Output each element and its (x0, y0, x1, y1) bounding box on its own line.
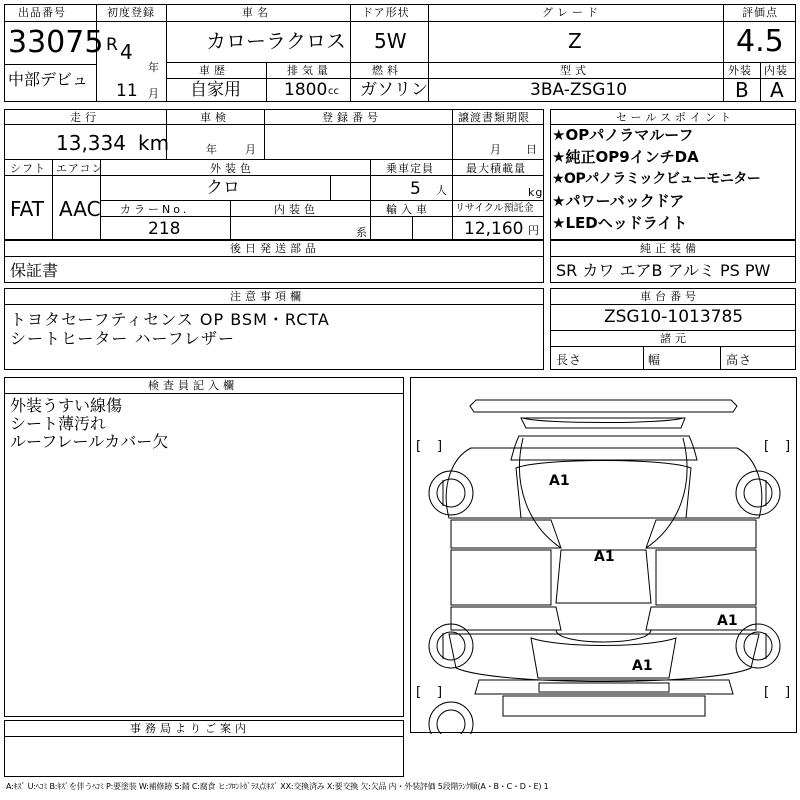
sales-points-title: セールスポイント (616, 111, 736, 124)
damage-mark: A1 (594, 549, 615, 565)
grade-label: グレード (542, 6, 602, 19)
car-name-label: 車名 (242, 6, 272, 19)
exterior-color-label: 外装色 (210, 162, 255, 175)
damage-mark: A1 (549, 473, 570, 489)
bracket-mark: [ (764, 439, 770, 454)
recycle-deposit: 12,160 (464, 219, 524, 239)
max-load-unit: kg (528, 186, 544, 199)
max-load-label: 最大積載量 (466, 162, 526, 175)
first-registration-label: 初度登録 (107, 6, 155, 19)
sales-point-item: ★LEDヘッドライト (552, 214, 688, 232)
exterior-grade-label: 外装 (728, 64, 752, 77)
displacement: 1800 (284, 80, 328, 100)
yen-unit: 円 (528, 224, 540, 237)
bracket-mark: [ (416, 439, 422, 454)
bracket-mark: ] (437, 439, 443, 454)
interior-color-label: 内装色 (274, 203, 319, 216)
sales-point-item: ★OPパノラマルーフ (552, 126, 694, 144)
notes-line: シートヒーター ハーフレザー (10, 329, 236, 348)
grade: Z (568, 29, 582, 53)
inspection-year-unit: 年 (206, 143, 218, 156)
car-damage-diagram (410, 377, 797, 733)
damage-legend: A:ｷｽﾞ U:ﾍｺﾐ B:ｷｽﾞを伴うﾍｺﾐ P:要塗装 W:補修跡 S:錆 C:腐食 ヒ:ﾌﾛﾝﾄｶﾞﾗｽ点ｷｽﾞ XX:交換済み X:要交換 欠:欠品 内・外装評価 5段階ﾗﾝｸ順(A・B・C・D・E) 1 (6, 782, 549, 791)
notes-title: 注意事項欄 (230, 290, 305, 303)
model-code: 3BA-ZSG10 (530, 80, 628, 100)
model-label: 型式 (560, 64, 590, 77)
later-parts-title: 後日発送部品 (230, 242, 320, 255)
auction-venue: 中部デビュ (8, 70, 89, 89)
ac-label: エアコン (56, 162, 104, 175)
fuel-label: 燃料 (372, 64, 402, 77)
transfer-deadline-label: 譲渡書類期限 (458, 111, 530, 124)
inspection-label: 車検 (200, 111, 230, 124)
interior-grade-label: 内装 (764, 64, 788, 77)
air-conditioner: AAC (59, 197, 101, 221)
bracket-mark: [ (416, 685, 422, 700)
color-number-label: カラーNo. (120, 203, 190, 216)
shift: FAT (10, 197, 45, 221)
length-label: 長さ (556, 353, 583, 367)
inspection-month-unit: 月 (245, 143, 257, 156)
inspector-title: 検査員記入欄 (148, 379, 238, 392)
height-label: 高さ (726, 353, 753, 367)
lot-number-label: 出品番号 (18, 6, 66, 19)
history-label: 車歴 (199, 64, 229, 77)
door-type-label: ドア形状 (362, 6, 410, 19)
inspector-line: 外装うすい線傷 (10, 396, 123, 415)
bracket-mark: ] (785, 685, 791, 700)
interior-color-unit: 系 (356, 226, 368, 239)
capacity-unit: 人 (436, 184, 448, 197)
recycle-label: リサイクル預託金 (455, 203, 534, 214)
damage-mark: A1 (717, 613, 738, 629)
inspector-line: ルーフレールカバー欠 (10, 432, 169, 451)
sales-points-list (552, 128, 794, 238)
sales-point-item: ★パワーバックドア (552, 192, 685, 210)
transfer-month-unit: 月 (490, 143, 502, 156)
inspector-line: シート薄汚れ (10, 414, 107, 433)
bracket-mark: [ (764, 685, 770, 700)
interior-grade: A (770, 78, 784, 102)
capacity-label: 乗車定員 (386, 162, 434, 175)
shift-label: シフト (10, 162, 46, 175)
dimensions-title: 諸元 (660, 332, 690, 345)
displacement-label: 排気量 (287, 64, 332, 77)
km-unit: km (138, 131, 170, 155)
history: 自家用 (190, 80, 241, 100)
width-label: 幅 (648, 353, 662, 367)
registration-year-unit: 年 (148, 61, 160, 74)
fuel: ガソリン (360, 80, 428, 100)
import-label: 輸入車 (386, 203, 431, 216)
equipment-value: SR カワ エアB アルミ PS PW (556, 261, 771, 280)
door-type: 5W (374, 29, 407, 53)
damage-mark: A1 (632, 658, 653, 674)
car-name: カローラクロス (206, 29, 346, 53)
transfer-day-unit: 日 (526, 143, 538, 156)
mileage: 13,334 (56, 131, 126, 155)
cc-unit: cc (328, 86, 339, 97)
mileage-label: 走行 (70, 111, 100, 124)
bracket-mark: ] (785, 439, 791, 454)
registration-month-unit: 月 (148, 87, 160, 100)
equipment-title: 純正装備 (640, 242, 700, 255)
exterior-grade: B (735, 78, 749, 102)
later-parts-value: 保証書 (10, 261, 59, 280)
score-label: 評価点 (742, 6, 778, 19)
chassis-number: ZSG10-1013785 (604, 307, 744, 327)
bracket-mark: ] (437, 685, 443, 700)
exterior-color: クロ (206, 178, 240, 198)
lot-number: 33075 (8, 25, 104, 60)
registration-month: 11 (116, 81, 138, 101)
sales-point-item: ★OPパノラミックビューモニター (552, 171, 761, 187)
office-title: 事務局よりご案内 (130, 722, 250, 735)
registration-era: R (106, 35, 118, 55)
sales-point-item: ★純正OP9インチDA (552, 148, 699, 166)
chassis-title: 車台番号 (640, 290, 700, 303)
notes-line: トヨタセーフティセンス OP BSM・RCTA (10, 310, 330, 329)
plate-number-label: 登録番号 (322, 111, 382, 124)
score: 4.5 (736, 24, 784, 59)
registration-year: 4 (120, 40, 133, 64)
color-number: 218 (148, 219, 181, 239)
capacity: 5 (410, 179, 421, 199)
